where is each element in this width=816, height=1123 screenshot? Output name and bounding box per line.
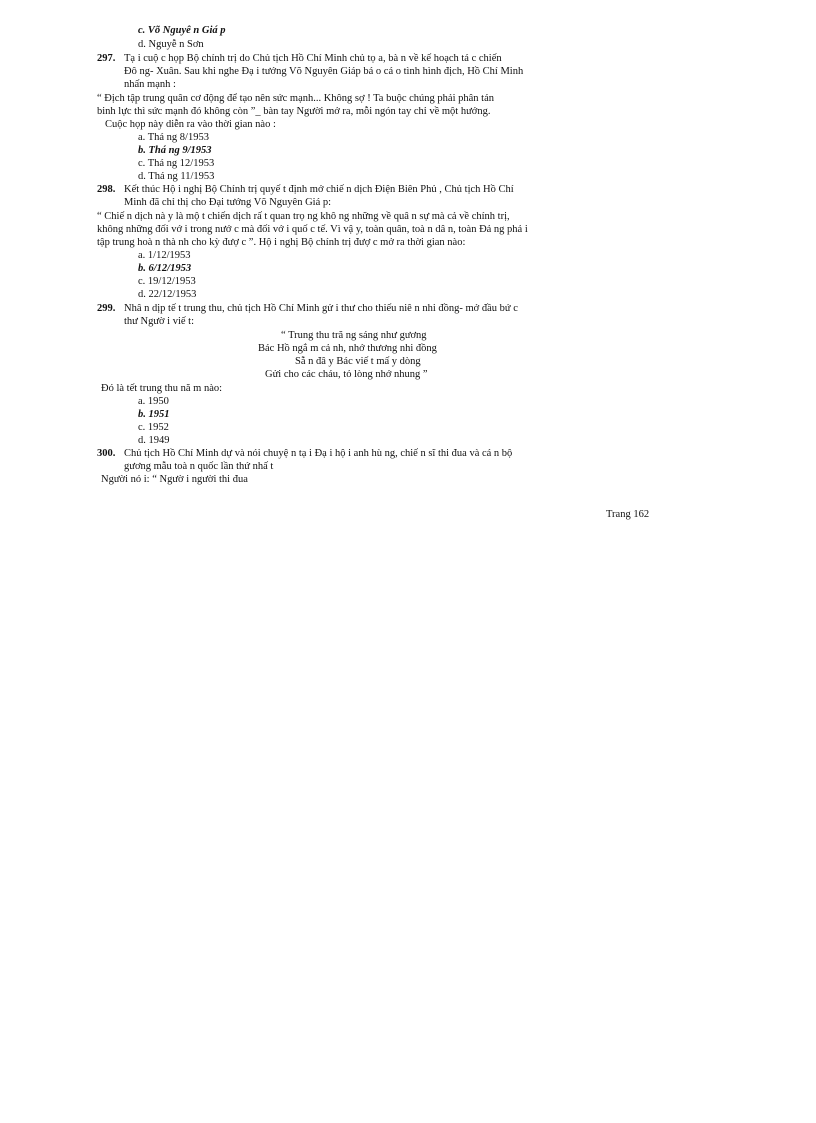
option-c: c. 1952 bbox=[138, 422, 169, 433]
option-a: a. 1950 bbox=[138, 396, 169, 407]
poem-line: Bác Hồ ngắ m cả nh, nhớ thương nhi đồng bbox=[258, 343, 437, 354]
question-text: thư Ngườ i viế t: bbox=[124, 316, 195, 327]
question-text: Đô ng- Xuân. Sau khi nghe Đạ i tướng Võ Nguyên Giáp bá o cá o tình hình địch, Hồ Chí Minh bbox=[124, 66, 524, 77]
question-number: 298. bbox=[97, 184, 116, 195]
option-a: a. 1/12/1953 bbox=[138, 250, 191, 261]
quote-text: Người nó i: “ Ngườ i người thi đua bbox=[101, 474, 248, 485]
option-b: b. 1951 bbox=[138, 409, 170, 420]
option-c: c. Thá ng 12/1953 bbox=[138, 158, 215, 169]
poem-line: Gửi cho các cháu, tỏ lòng nhớ nhung ” bbox=[265, 369, 428, 380]
poem-line: “ Trung thu tră ng sáng như gương bbox=[281, 330, 427, 341]
question-prompt: Cuộc họp này diễn ra vào thời gian nào : bbox=[105, 119, 276, 130]
option-c: c. Võ Nguyê n Giá p bbox=[138, 25, 226, 36]
option-c: c. 19/12/1953 bbox=[138, 276, 196, 287]
question-text: Minh đã chỉ thị cho Đại tướng Võ Nguyên Giá p: bbox=[124, 197, 332, 208]
option-b: b. 6/12/1953 bbox=[138, 263, 192, 274]
question-number: 297. bbox=[97, 53, 116, 64]
option-d: d. 22/12/1953 bbox=[138, 289, 197, 300]
question-text: Chủ tịch Hồ Chí Minh dự và nói chuyệ n tạ i Đạ i hộ i anh hù ng, chiế n sĩ thi đua và cá n bộ bbox=[124, 448, 513, 459]
question-text: nhấn mạnh : bbox=[124, 79, 176, 90]
option-d: d. Thá ng 11/1953 bbox=[138, 171, 215, 182]
page-number: Trang 162 bbox=[606, 509, 650, 520]
poem-line: Sẵ n đâ y Bác viế t mấ y dòng bbox=[295, 356, 421, 367]
quote-text: không những đối vớ i trong nướ c mà đối vớ i quố c tế. Vì vậ y, toàn quân, toà n dâ n, toàn Đả ng phả i bbox=[97, 224, 528, 235]
option-d: d. 1949 bbox=[138, 435, 170, 446]
question-text: Tạ i cuộ c họp Bộ chính trị do Chủ tịch Hồ Chí Minh chủ tọ a, bà n về kế hoạch tá c chiến bbox=[124, 53, 502, 64]
question-text: Kết thúc Hộ i nghị Bộ Chính trị quyế t định mở chiế n dịch Điện Biên Phủ , Chủ tịch Hồ Chí bbox=[124, 184, 514, 195]
option-b: b. Thá ng 9/1953 bbox=[138, 145, 212, 156]
option-a: a. Thá ng 8/1953 bbox=[138, 132, 209, 143]
quote-text: “ Chiế n dịch nà y là mộ t chiến dịch rấ t quan trọ ng khô ng những về quâ n sự mà cả về chính trị, bbox=[97, 211, 510, 222]
question-text: gương mẫu toà n quốc lần thứ nhấ t bbox=[124, 461, 274, 472]
option-d: d. Nguyễ n Sơn bbox=[138, 39, 204, 50]
question-text: Nhâ n dịp tế t trung thu, chủ tịch Hồ Chí Minh gử i thư cho thiếu niê n nhi đồng- mở đầu bứ c bbox=[124, 303, 518, 314]
quote-text: binh lực thì sức mạnh đó không còn ”_ bàn tay Người mở ra, mỗi ngón tay chỉ về một hướng. bbox=[97, 106, 491, 117]
quote-text: “ Địch tập trung quân cơ động để tạo nên sức mạnh... Không sợ ! Ta buộc chúng phải phân tán bbox=[97, 93, 494, 104]
question-number: 299. bbox=[97, 303, 116, 314]
quote-text: tập trung hoà n thà nh cho kỳ đượ c ”. Hộ i nghị Bộ chính trị đượ c mở ra thời gian nào: bbox=[97, 237, 466, 248]
question-number: 300. bbox=[97, 448, 116, 459]
question-prompt: Đó là tết trung thu nă m nào: bbox=[101, 383, 223, 394]
